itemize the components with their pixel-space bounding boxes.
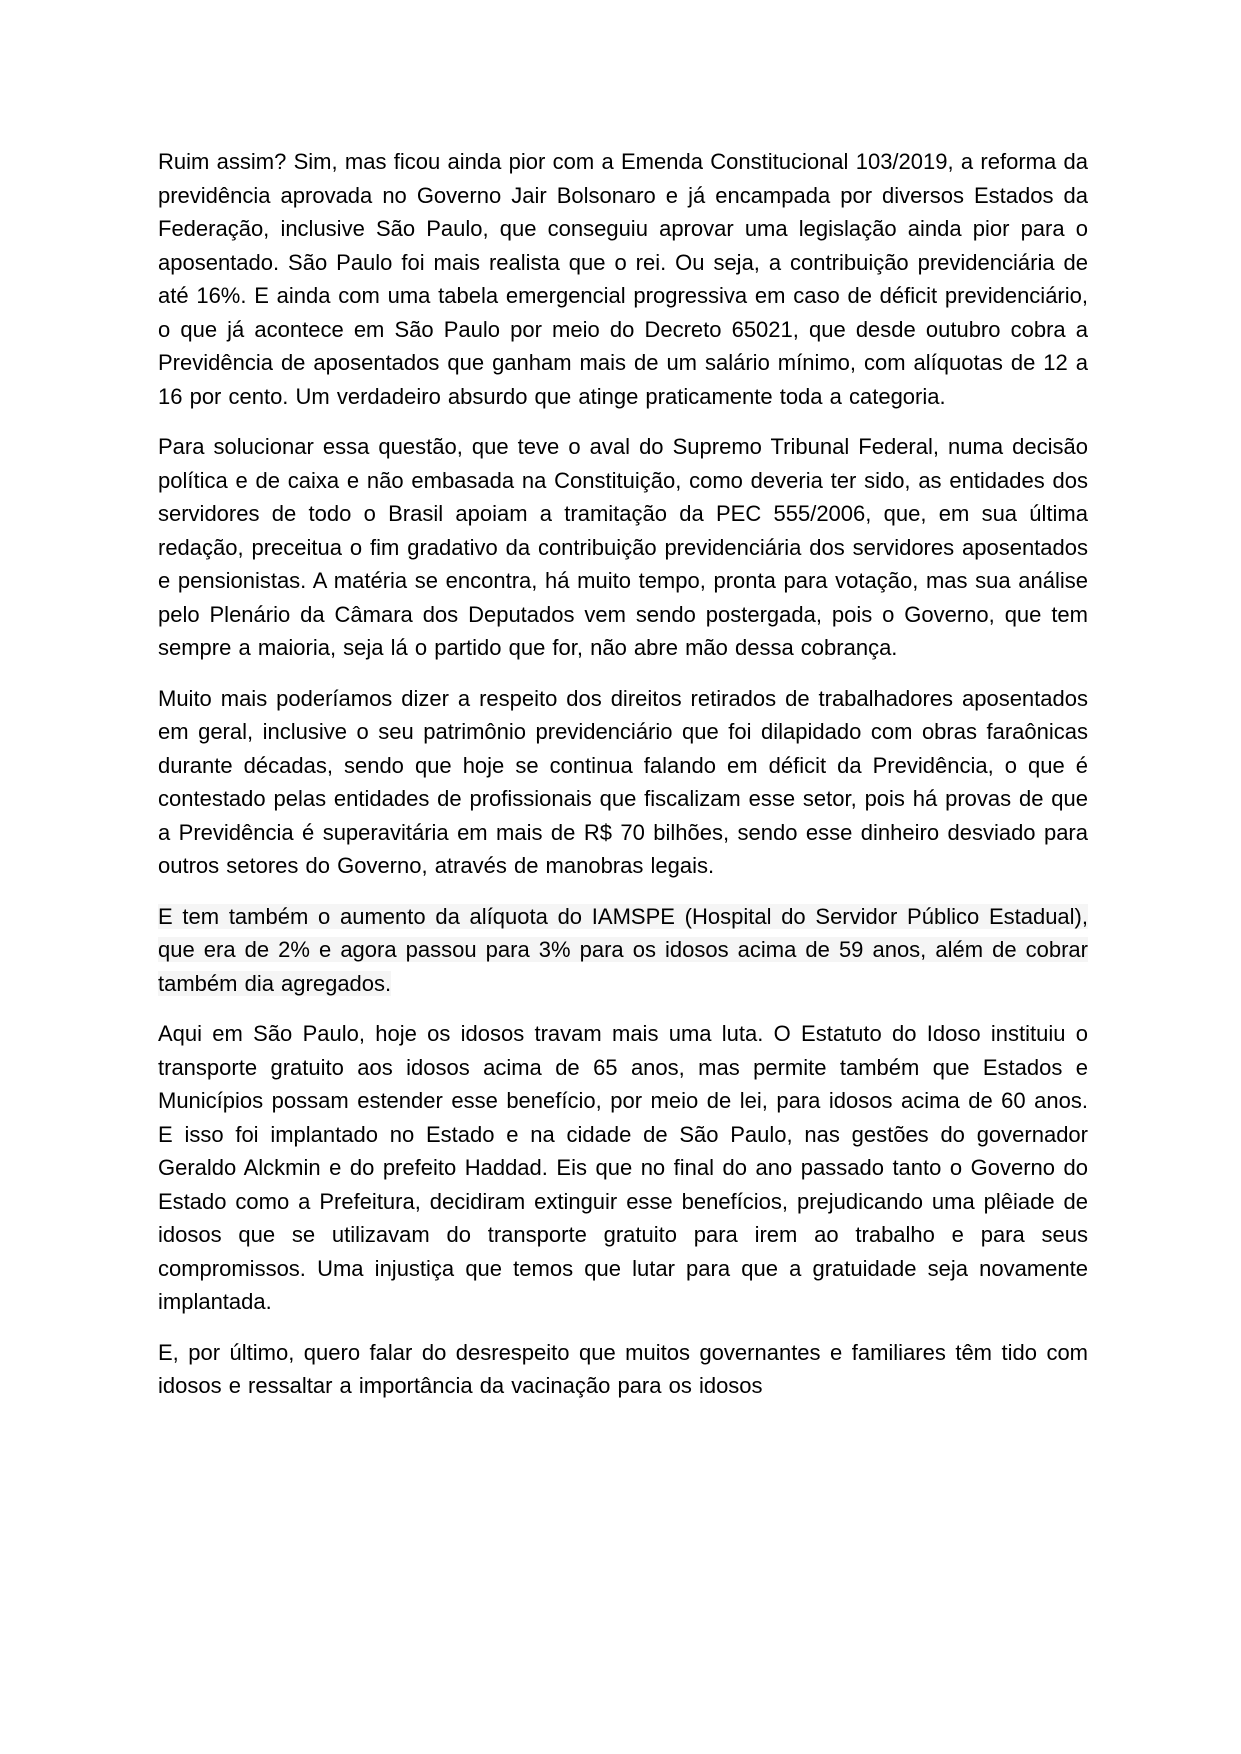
paragraph: E, por último, quero falar do desrespeito que muitos governantes e familiares têm tido com idosos e ressaltar a importância da vacinação para os idosos (158, 1339, 1088, 1398)
paragraph: Ruim assim? Sim, mas ficou ainda pior com a Emenda Constitucional 103/2019, a reforma da previdência aprovada no Governo Jair Bolsonaro e já encampada por diversos Estados da Federação, inclusive São Paulo, que conseguiu aprovar uma legislação ainda pior para o aposentado. São Paulo foi mais realista que o rei. Ou seja, a contribuição previdenciária de até 16%. E ainda com uma tabela emergencial progressiva em caso de déficit previdenciário, o que já acontece em São Paulo por meio do Decreto 65021, que desde outubro cobra a Previdência de aposentados que ganham mais de um salário mínimo, com alíquotas de 12 a 16 por cento. Um verdadeiro absurdo que atinge praticamente toda a categoria. (158, 149, 1088, 409)
paragraph: Para solucionar essa questão, que teve o aval do Supremo Tribunal Federal, numa decisão política e de caixa e não embasada na Constituição, como deveria ter sido, as entidades dos servidores de todo o Brasil apoiam a tramitação da PEC 555/2006, que, em sua última redação, preceitua o fim gradativo da contribuição previdenciária dos servidores aposentados e pensionistas. A matéria se encontra, há muito tempo, pronta para votação, mas sua análise pelo Plenário da Câmara dos Deputados vem sendo postergada, pois o Governo, que tem sempre a maioria, seja lá o partido que for, não abre mão dessa cobrança. (158, 434, 1088, 660)
document-body-text (158, 145, 1088, 1403)
paragraph: Muito mais poderíamos dizer a respeito dos direitos retirados de trabalhadores aposentados em geral, inclusive o seu patrimônio previdenciário que foi dilapidado com obras faraônicas durante décadas, sendo que hoje se continua falando em déficit da Previdência, o que é contestado pelas entidades de profissionais que fiscalizam esse setor, pois há provas de que a Previdência é superavitária em mais de R$ 70 bilhões, sendo esse dinheiro desviado para outros setores do Governo, através de manobras legais. (158, 685, 1088, 878)
paragraph: Aqui em São Paulo, hoje os idosos travam mais uma luta. O Estatuto do Idoso instituiu o transporte gratuito aos idosos acima de 65 anos, mas permite também que Estados e Municípios possam estender esse benefício, por meio de lei, para idosos acima de 60 anos. E isso foi implantado no Estado e na cidade de São Paulo, nas gestões do governador Geraldo Alckmin e do prefeito Haddad. Eis que no final do ano passado tanto o Governo do Estado como a Prefeitura, decidiram extinguir esse benefícios, prejudicando uma plêiade de idosos que se utilizavam do transporte gratuito para irem ao trabalho e para seus compromissos. Uma injustiça que temos que lutar para que a gratuidade seja novamente implantada. (158, 1021, 1088, 1314)
paragraph (158, 900, 1088, 1001)
highlighted-text: E tem também o aumento da alíquota do IAMSPE (Hospital do Servidor Público Estadual), que era de 2% e agora passou para 3% para os idosos acima de 59 anos, além de cobrar também dia agregados. (158, 903, 1088, 996)
